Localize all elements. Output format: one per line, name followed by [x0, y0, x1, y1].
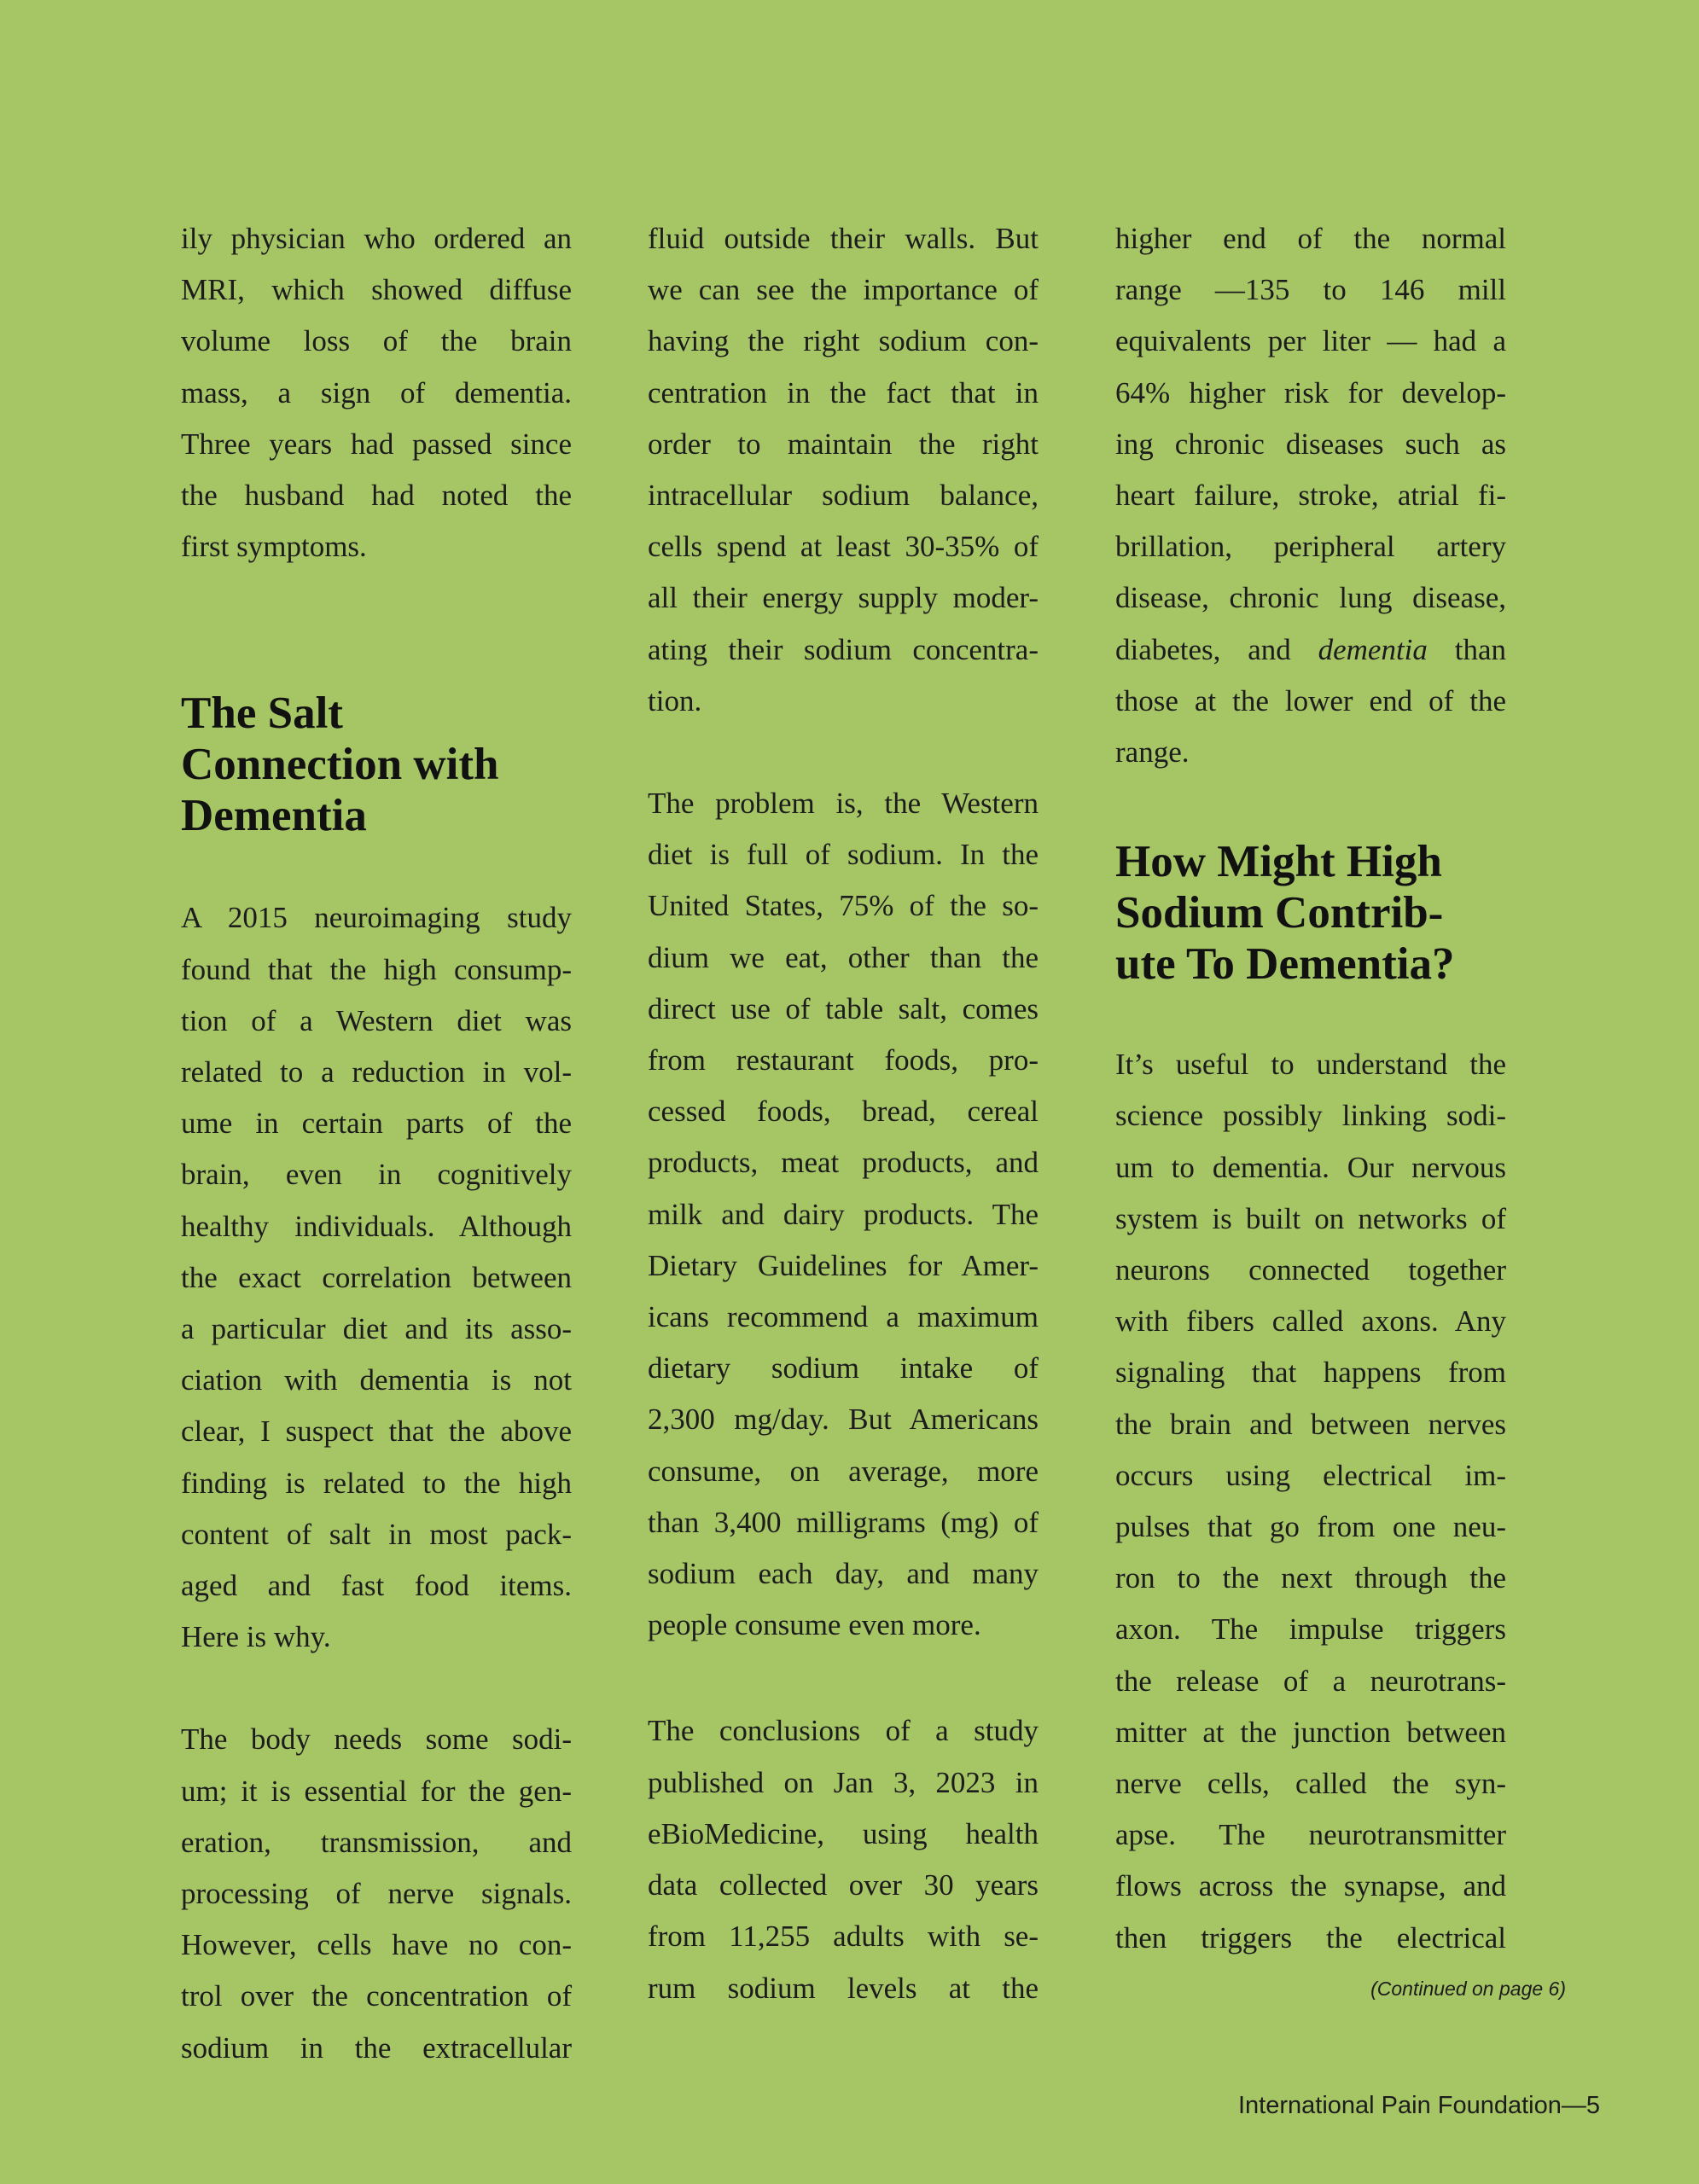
text-line: disease, chronic lung disease,: [1115, 581, 1506, 615]
text-line: content of salt in most pack-: [181, 1517, 572, 1551]
text-line: trol over the concentration of: [181, 1979, 572, 2013]
text-line: related to a reduction in vol-: [181, 1055, 572, 1089]
text-line: icans recommend a maximum: [648, 1300, 1039, 1334]
paragraph-body-sodium: [181, 1714, 572, 2073]
text-line: diet is full of sodium. In the: [648, 838, 1039, 872]
text-line: ron to the next through the: [1115, 1561, 1506, 1595]
text-line: order to maintain the right: [648, 427, 1039, 461]
text-line: However, cells have no con-: [181, 1928, 572, 1962]
text-line: those at the lower end of the: [1115, 683, 1506, 717]
text-line: having the right sodium con-: [648, 324, 1039, 358]
text-line: 64% higher risk for develop-: [1115, 375, 1506, 410]
text-line: rum sodium levels at the: [648, 1971, 1039, 2005]
paragraph-intro: [181, 213, 572, 572]
text-line: centration in the fact that in: [648, 375, 1039, 410]
paragraph-fluid: [648, 213, 1039, 727]
text-line: The problem is, the Western: [648, 787, 1039, 821]
text-line: cells spend at least 30-35% of: [648, 530, 1039, 564]
text-line: axon. The impulse triggers: [1115, 1612, 1506, 1647]
text-line: pulses that go from one neu-: [1115, 1510, 1506, 1544]
text-line: eBioMedicine, using health: [648, 1816, 1039, 1850]
text-line: brillation, peripheral artery: [1115, 530, 1506, 564]
text-line: The body needs some sodi-: [181, 1722, 572, 1757]
text-line: MRI, which showed diffuse: [181, 273, 572, 307]
text-line: The conclusions of a study: [648, 1714, 1039, 1748]
text-line: Three years had passed since: [181, 427, 572, 461]
text-line: clear, I suspect that the above: [181, 1414, 572, 1449]
text-line: nerve cells, called the syn-: [1115, 1767, 1506, 1801]
text-line: consume, on average, more: [648, 1454, 1039, 1488]
article-column-3: [1115, 213, 1506, 1964]
text-line: um; it is essential for the gen-: [181, 1774, 572, 1808]
page-footer: International Pain Foundation—5: [1237, 2092, 1600, 2119]
text-line: United States, 75% of the so-: [648, 889, 1039, 923]
text-line: from 11,255 adults with se-: [648, 1920, 1039, 1954]
text-line: a particular diet and its asso-: [181, 1312, 572, 1346]
text-line: the exact correlation between: [181, 1260, 572, 1294]
text-line: the brain and between nerves: [1115, 1407, 1506, 1441]
heading-line: Dementia: [181, 791, 367, 841]
text-line: system is built on networks of: [1115, 1201, 1506, 1235]
heading-line: Connection with: [181, 740, 499, 790]
paragraph-range: [1115, 213, 1506, 778]
text-line: then triggers the electrical: [1115, 1920, 1506, 1955]
text-line: signaling that happens from: [1115, 1356, 1506, 1390]
text-line: people consume even more.: [648, 1608, 981, 1642]
text-line: Dietary Guidelines for Amer-: [648, 1248, 1039, 1282]
text-line: sodium in the extracellular: [181, 2030, 572, 2065]
text-line: sodium each day, and many: [648, 1557, 1039, 1591]
text-line: dietary sodium intake of: [648, 1351, 1039, 1385]
text-line: heart failure, stroke, atrial fi-: [1115, 479, 1506, 513]
text-line: range —135 to 146 mill: [1115, 273, 1506, 307]
text-line: data collected over 30 years: [648, 1868, 1039, 1902]
text-line: processing of nerve signals.: [181, 1877, 572, 1911]
text-line: eration, transmission, and: [181, 1825, 572, 1859]
italic-dementia: dementia: [1318, 632, 1428, 666]
text-line: volume loss of the brain: [181, 324, 572, 358]
section-heading-salt-connection: [181, 688, 572, 841]
text-line: the release of a neurotrans-: [1115, 1664, 1506, 1698]
text-fragment: than: [1427, 632, 1506, 666]
text-line: mitter at the junction between: [1115, 1715, 1506, 1749]
text-line: milk and dairy products. The: [648, 1197, 1039, 1231]
paragraph-problem: [648, 778, 1039, 1651]
text-line: dium we eat, other than the: [648, 940, 1039, 974]
text-line: apse. The neurotransmitter: [1115, 1818, 1506, 1852]
article-column-2: [648, 213, 1039, 2014]
text-line: ating their sodium concentra-: [648, 632, 1039, 666]
heading-line: ute To Dementia?: [1115, 939, 1455, 990]
text-line: we can see the importance of: [648, 273, 1039, 307]
text-line: Here is why.: [181, 1620, 331, 1654]
text-line: It’s useful to understand the: [1115, 1048, 1506, 1082]
text-line: um to dementia. Our nervous: [1115, 1150, 1506, 1184]
text-line: healthy individuals. Although: [181, 1209, 572, 1243]
heading-line: How Might High: [1115, 837, 1442, 887]
text-line: first symptoms.: [181, 530, 367, 564]
heading-line: Sodium Contrib-: [1115, 888, 1444, 938]
text-line: all their energy supply moder-: [648, 581, 1039, 615]
text-line: mass, a sign of dementia.: [181, 375, 572, 410]
text-line: occurs using electrical im-: [1115, 1458, 1506, 1492]
text-line: products, meat products, and: [648, 1146, 1039, 1180]
text-line: from restaurant foods, pro-: [648, 1043, 1039, 1077]
text-line: ily physician who ordered an: [181, 222, 572, 255]
text-line: the husband had noted the: [181, 479, 572, 513]
text-line: fluid outside their walls. But: [648, 222, 1039, 255]
text-line: brain, even in cognitively: [181, 1158, 572, 1192]
text-line: finding is related to the high: [181, 1466, 572, 1500]
section-heading-high-sodium: [1115, 836, 1506, 990]
text-line: intracellular sodium balance,: [648, 479, 1039, 513]
text-line: range.: [1115, 735, 1190, 770]
text-line-dementia: [1115, 624, 1506, 676]
paragraph-science: [1115, 1039, 1506, 1964]
text-line: direct use of table salt, comes: [648, 991, 1039, 1025]
paragraph-study: [181, 892, 572, 1663]
text-line: science possibly linking sodi-: [1115, 1099, 1506, 1133]
text-line: A 2015 neuroimaging study: [181, 901, 572, 935]
text-line: 2,300 mg/day. But Americans: [648, 1403, 1039, 1437]
text-line: with fibers called axons. Any: [1115, 1304, 1506, 1339]
text-line: published on Jan 3, 2023 in: [648, 1765, 1039, 1799]
text-line: ume in certain parts of the: [181, 1107, 572, 1141]
heading-line: The Salt: [181, 688, 343, 739]
text-line: ciation with dementia is not: [181, 1363, 572, 1397]
text-line: than 3,400 milligrams (mg) of: [648, 1505, 1039, 1539]
text-line: ing chronic diseases such as: [1115, 427, 1506, 461]
continued-note: (Continued on page 6): [1370, 1978, 1566, 2000]
text-line: aged and fast food items.: [181, 1569, 572, 1603]
text-line: found that the high consump-: [181, 952, 572, 986]
text-line: flows across the synapse, and: [1115, 1869, 1506, 1903]
text-line: neurons connected together: [1115, 1253, 1506, 1287]
text-line: tion of a Western diet was: [181, 1003, 572, 1037]
text-line: equivalents per liter — had a: [1115, 324, 1506, 358]
paragraph-conclusions: [648, 1705, 1039, 2013]
text-line: higher end of the normal: [1115, 222, 1506, 255]
text-fragment: diabetes, and: [1115, 632, 1318, 666]
text-line: cessed foods, bread, cereal: [648, 1095, 1039, 1129]
text-line: tion.: [648, 683, 702, 717]
article-column-1: [181, 213, 572, 2074]
